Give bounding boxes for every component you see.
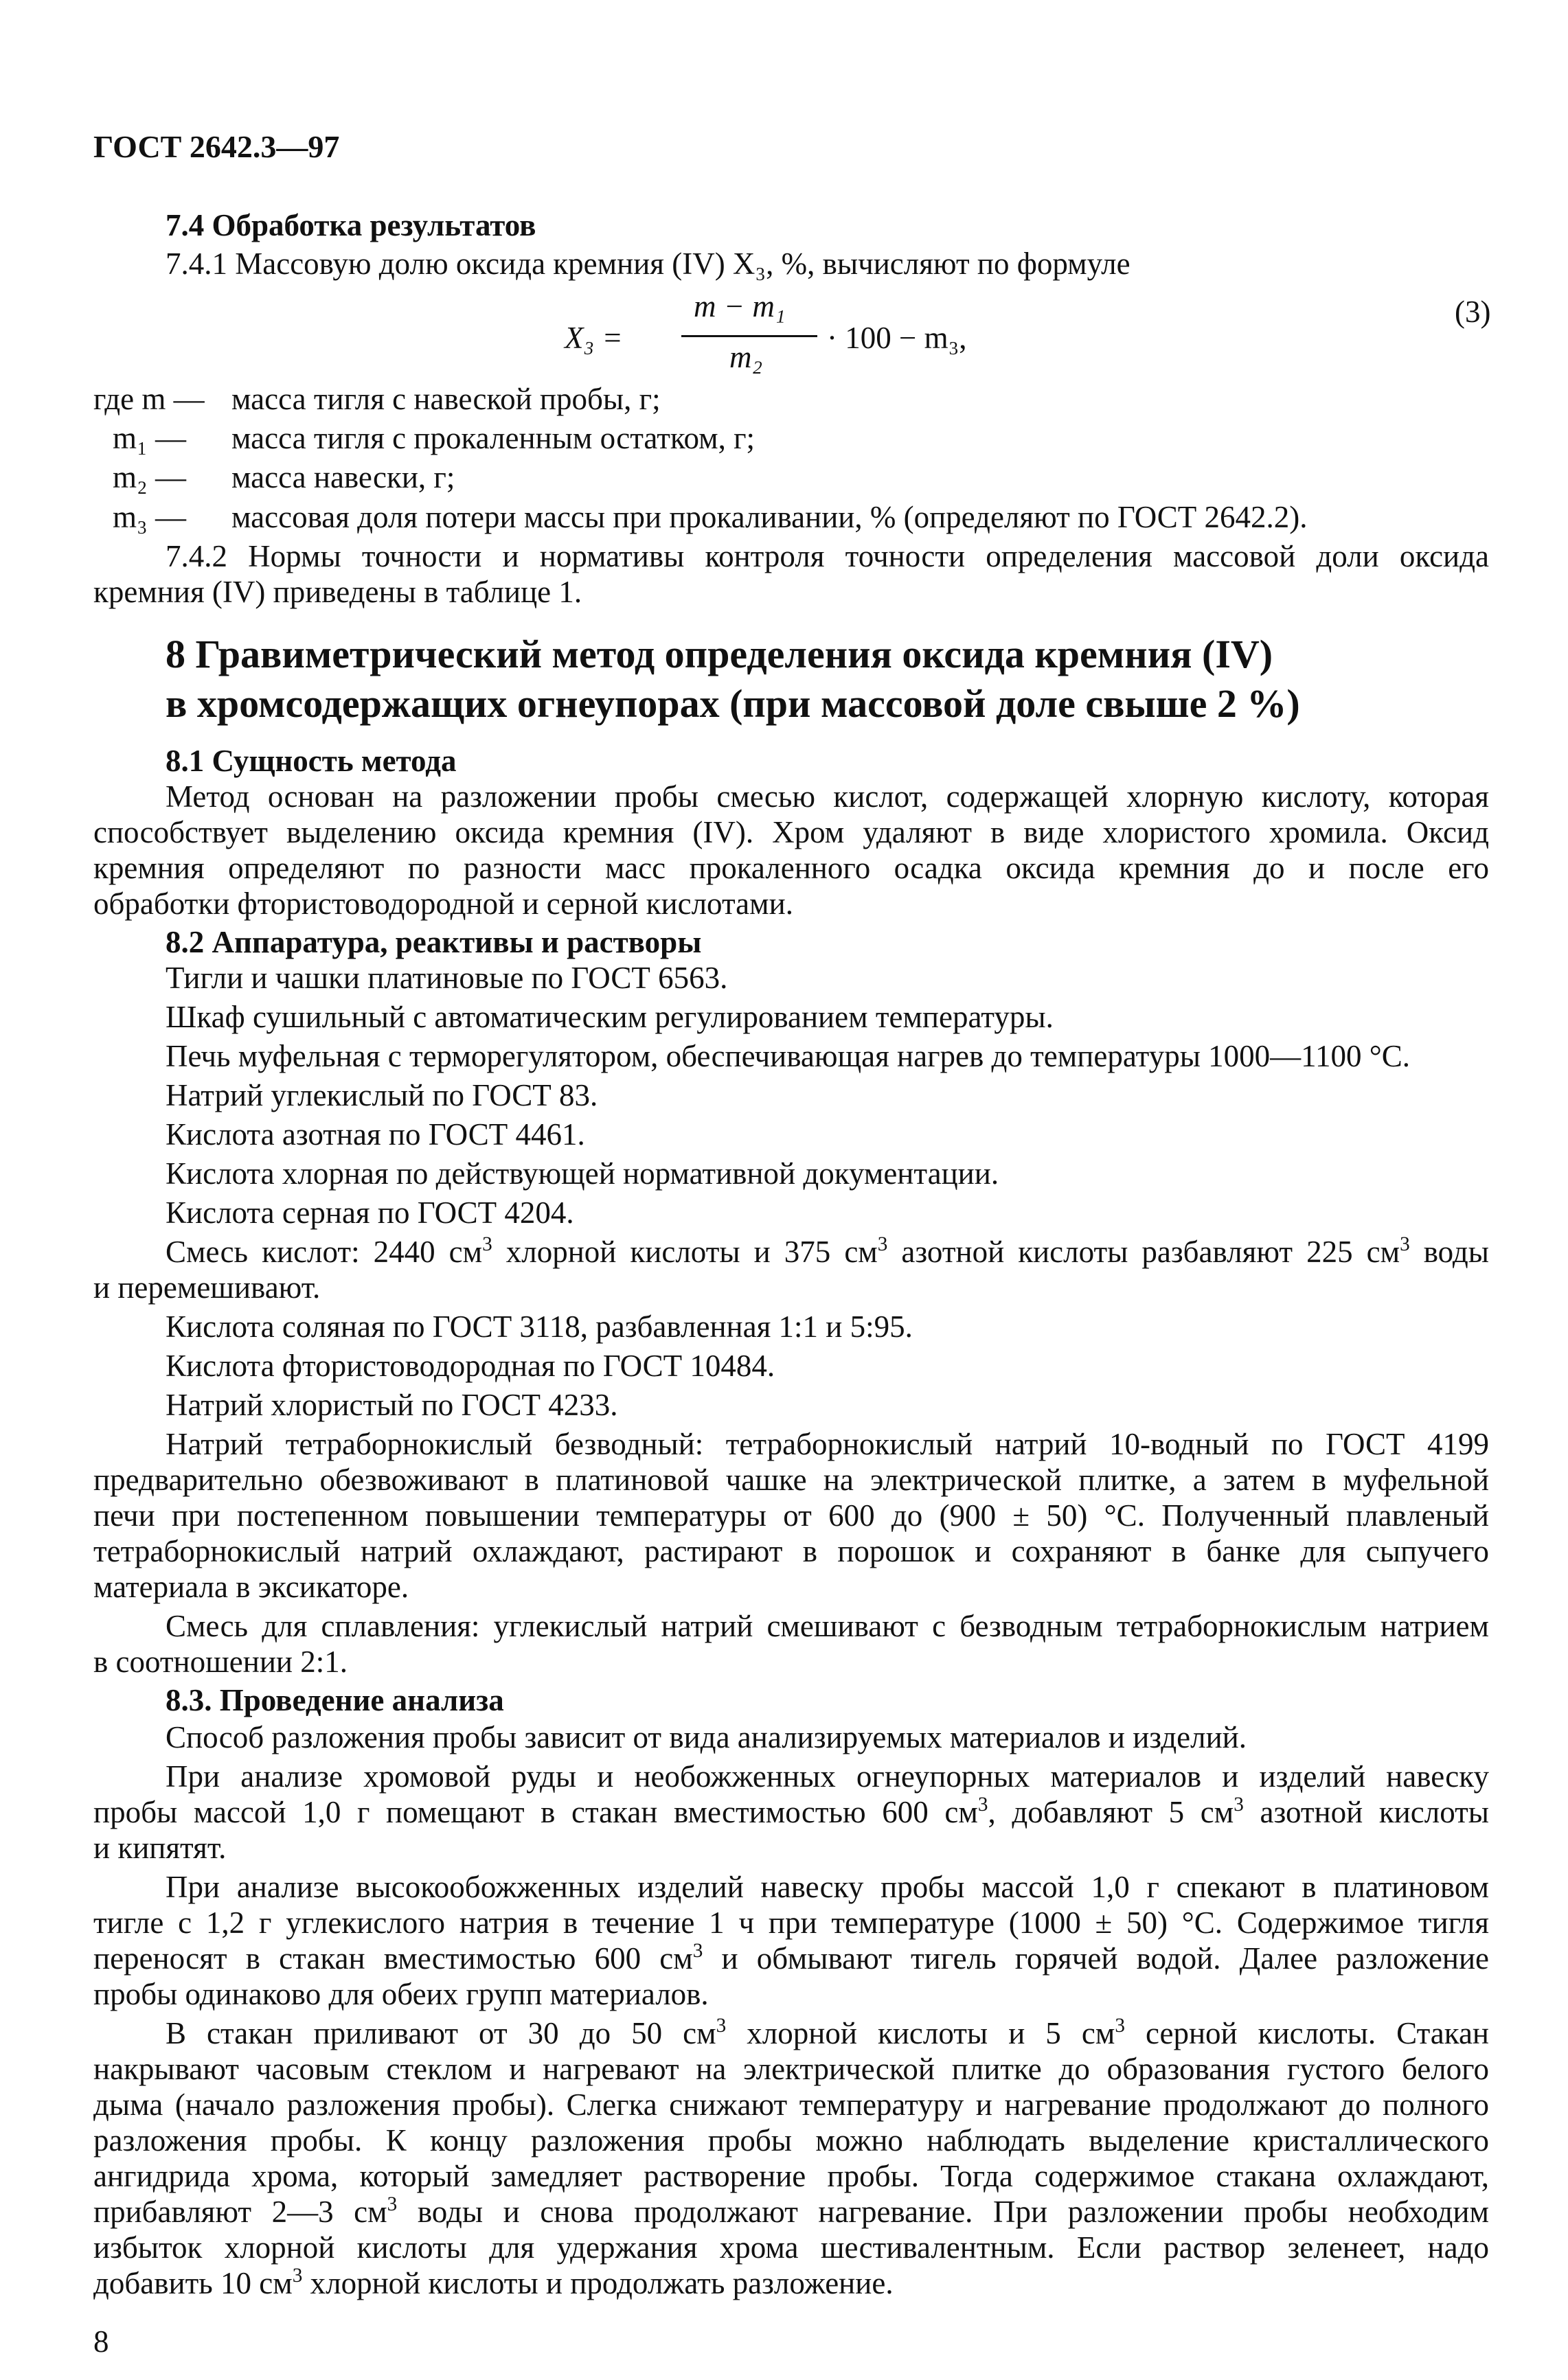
s83-p4-line4: разложения пробы. К концу разложения пробы можно наблюдать выделение кристаллического [93, 2123, 1489, 2158]
s83-p3-line2: тигле с 1,2 г углекислого натрия в течение 1 ч при температуре (1000 ± 50) °С. Содержимое тигля [93, 1906, 1489, 1940]
fraction-bar [681, 335, 817, 337]
s83-p3-line3: переносят в стакан вместимостью 600 $см^3$ и обмывают тигель горячей водой. Далее разложение [93, 1939, 1489, 1976]
section-8-2-title: 8.2 Аппаратура, реактивы и растворы [166, 925, 702, 959]
s83-p4-line8: добавить 10 $см^3$ хлорной кислоты и продолжать разложение. [93, 2264, 894, 2300]
s81-line4: обработки фтористоводородной и серной кислотами. [93, 886, 793, 921]
where-text-3: масса навески, г; [231, 460, 455, 494]
section-8-1-title: 8.1 Сущность метода [166, 744, 457, 778]
s82-item-6: Кислота хлорная по действующей нормативной документации. [166, 1156, 999, 1191]
s82-item-8: Кислота соляная по ГОСТ 3118, разбавленная 1:1 и 5:95. [166, 1309, 913, 1344]
where-sym-2: m₁ — [113, 421, 186, 455]
where-sym-1: где m — [93, 382, 205, 416]
s83-p2-line1: При анализе хромовой руды и необожженных огнеупорных материалов и изделий навеску [166, 1759, 1489, 1794]
tetraborate-line4: тетраборнокислый натрий охлаждают, растирают в порошок и сохраняют в банке для сыпучего [93, 1534, 1489, 1568]
s82-item-2: Шкаф сушильный с автоматическим регулированием температуры. [166, 1000, 1054, 1034]
section-8-title-line2: в хромсодержащих огнеупорах (при массовой доле свыше 2 %) [166, 681, 1300, 726]
where-sym-3: m₂ — [113, 460, 186, 494]
s82-item-4: Натрий углекислый по ГОСТ 83. [166, 1078, 598, 1112]
s83-p4-line6: прибавляют 2—3 $см^3$ воды и снова продолжают нагревание. При разложении пробы необходим [93, 2193, 1489, 2229]
paragraph-7-4-2-line1: 7.4.2 Нормы точности и нормативы контроля точности определения массовой доли оксида [166, 539, 1489, 573]
tetraborate-line5: материала в эксикаторе. [93, 1570, 409, 1604]
tetraborate-line3: печи при постепенном повышении температуры от 600 до (900 ± 50) °С. Полученный плавленый [93, 1498, 1489, 1533]
s83-p4-line7: избыток хлорной кислоты для удержания хрома шестивалентным. Если раствор зеленеет, надо [93, 2230, 1489, 2265]
formula-denominator: m₂ [729, 340, 763, 374]
where-text-1: масса тигля с навеской пробы, г; [231, 382, 661, 416]
formula-rest: · 100 − m₃, [827, 321, 967, 355]
s82-item-10: Натрий хлористый по ГОСТ 4233. [166, 1388, 618, 1422]
fusion-line1: Смесь для сплавления: углекислый натрий смешивают с безводным тетраборнокислым натрием [166, 1609, 1489, 1643]
acid-mix-line2: и перемешивают. [93, 1270, 321, 1305]
paragraph-7-4-1: 7.4.1 Массовую долю оксида кремния (IV) X₃, %, вычисляют по формуле [166, 247, 1130, 281]
s83-p4-line2: накрывают часовым стеклом и нагревают на электрической плитке до образования густого белого [93, 2052, 1489, 2086]
section-8-3-title: 8.3. Проведение анализа [166, 1683, 504, 1717]
s81-line2: способствует выделению оксида кремния (IV). Хром удаляют в виде хлористого хромила. Оксид [93, 815, 1489, 849]
s83-p4-line3: дыма (начало разложения пробы). Слегка снижают температуру и нагревание продолжают до полного [93, 2087, 1489, 2122]
s83-p2-line3: и кипятят. [93, 1831, 227, 1865]
section-7-4-title: 7.4 Обработка результатов [166, 208, 536, 242]
fusion-line2: в соотношении 2:1. [93, 1645, 348, 1679]
s82-item-7: Кислота серная по ГОСТ 4204. [166, 1195, 574, 1230]
tetraborate-line1: Натрий тетраборнокислый безводный: тетраборнокислый натрий 10-водный по ГОСТ 4199 [166, 1427, 1489, 1461]
where-text-2: масса тигля с прокаленным остатком, г; [231, 421, 755, 455]
s82-item-5: Кислота азотная по ГОСТ 4461. [166, 1117, 585, 1152]
page-number: 8 [93, 2324, 109, 2359]
tetraborate-line2: предварительно обезвоживают в платиновой чашке на электрической плитке, а затем в муфельной [93, 1463, 1489, 1497]
s82-item-3: Печь муфельная с терморегулятором, обеспечивающая нагрев до температуры 1000—1100 °С. [166, 1039, 1411, 1073]
s81-line3: кремния определяют по разности масс прокаленного осадка оксида кремния до и после его [93, 851, 1489, 885]
section-8-title-line1: 8 Гравиметрический метод определения оксида кремния (IV) [166, 632, 1273, 676]
s82-item-1: Тигли и чашки платиновые по ГОСТ 6563. [166, 961, 728, 995]
s81-line1: Метод основан на разложении пробы смесью кислот, содержащей хлорную кислоту, которая [166, 779, 1489, 814]
s83-p3-line4: пробы одинаково для обеих групп материалов. [93, 1977, 709, 2011]
acid-mix-line1: Смесь кислот: 2440 $см^3$ хлорной кислоты и 375 $см^3$ азотной кислоты разбавляют 225 $см^3$ воды [166, 1233, 1489, 1269]
s82-item-9: Кислота фтористоводородная по ГОСТ 10484. [166, 1349, 775, 1383]
s83-p1: Способ разложения пробы зависит от вида анализируемых материалов и изделий. [166, 1720, 1247, 1754]
where-text-4: массовая доля потери массы при прокаливании, % (определяют по ГОСТ 2642.2). [231, 500, 1308, 534]
formula-lhs: X₃ = [565, 321, 623, 355]
s83-p2-line2: пробы массой 1,0 г помещают в стакан вместимостью 600 $см^3$, добавляют 5 $см^3$ азотной кислоты [93, 1793, 1489, 1829]
s83-p4-line5: ангидрида хрома, который замедляет растворение пробы. Тогда содержимое стакана охлаждают, [93, 2159, 1489, 2193]
where-sym-4: m₃ — [113, 500, 186, 534]
formula-numerator: m − m₁ [694, 289, 786, 323]
formula-number: (3) [1455, 295, 1491, 329]
paragraph-7-4-2-line2: кремния (IV) приведены в таблице 1. [93, 575, 582, 609]
s83-p4-line1: В стакан приливают от 30 до 50 $см^3$ хлорной кислоты и 5 $см^3$ серной кислоты. Стакан [166, 2014, 1489, 2050]
doc-code-header: ГОСТ 2642.3—97 [93, 129, 340, 164]
s83-p3-line1: При анализе высокообожженных изделий навеску пробы массой 1,0 г спекают в платиновом [166, 1870, 1489, 1904]
